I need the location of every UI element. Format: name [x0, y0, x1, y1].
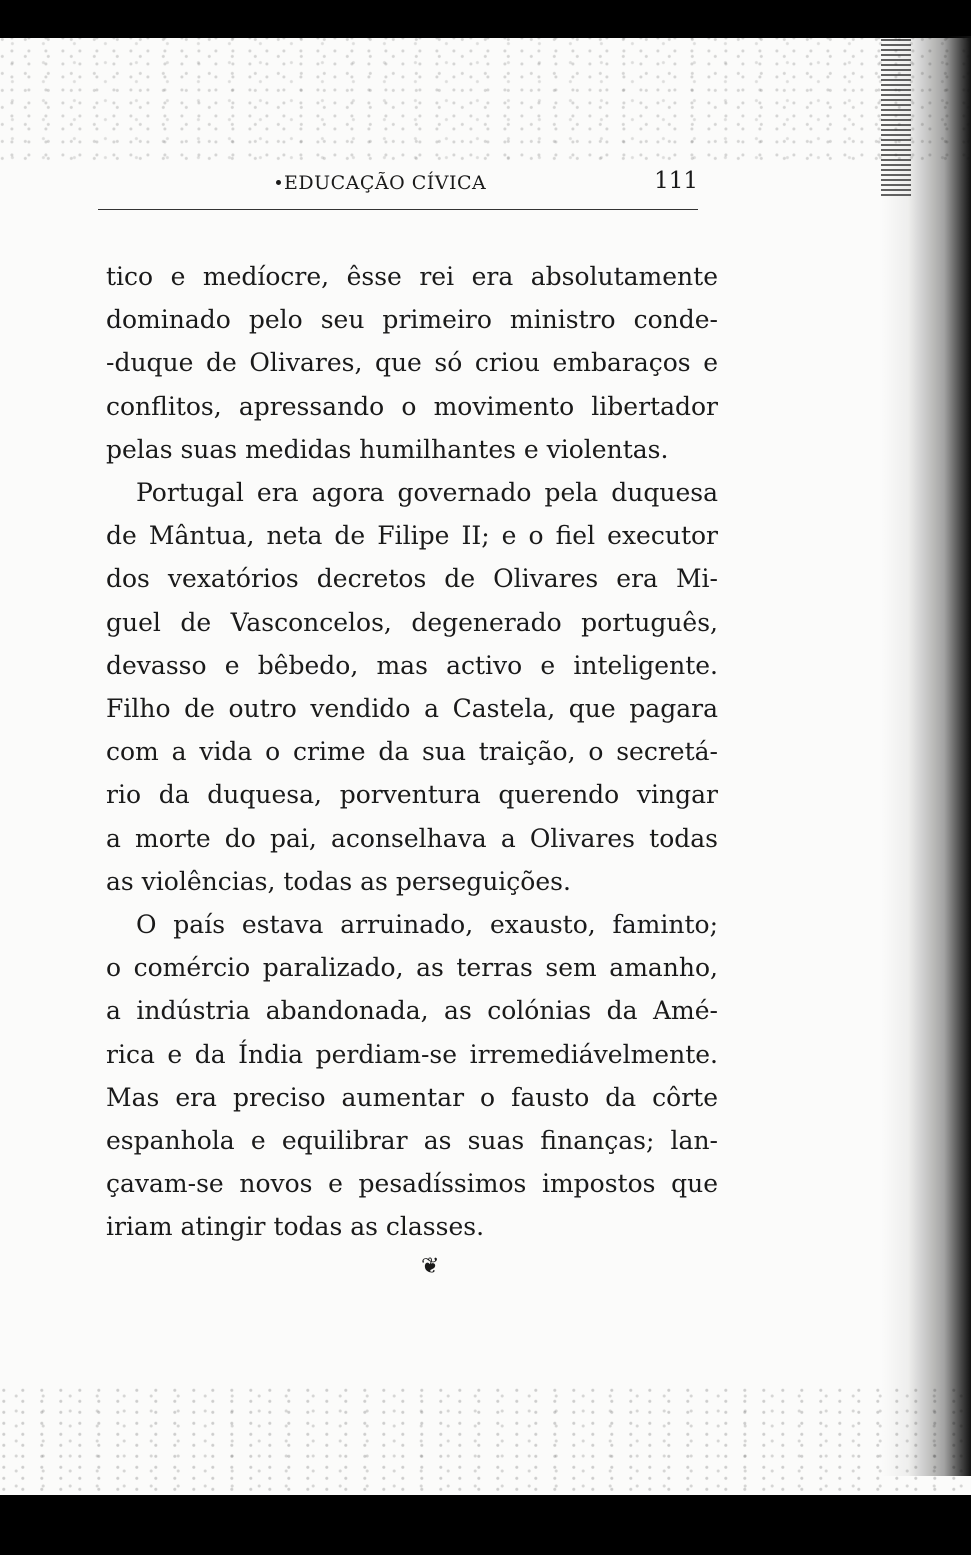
header-ornament — [276, 180, 281, 185]
paragraph-2-line: devasso e bêbedo, mas activo e inteligente. — [106, 650, 718, 680]
paragraph-1-line: tico e medíocre, êsse rei era absolutamente — [106, 262, 718, 291]
paragraph-3-line: rica e da Índia perdiam-se irremediávelmente. — [106, 1039, 718, 1069]
page-number: 111 — [654, 168, 698, 194]
body-text — [106, 255, 718, 1249]
header-rule — [98, 209, 698, 210]
scan-bottom-speckle — [0, 1387, 971, 1497]
paragraph-1-line: conflitos, apressando o movimento libertador — [106, 391, 718, 421]
paragraph-3-line: Mas era preciso aumentar o fausto da côrte — [106, 1082, 718, 1112]
paragraph-3-line: çavam-se novos e pesadíssimos impostos que — [106, 1169, 718, 1199]
paragraph-3-line: o comércio paralizado, as terras sem amanho, — [106, 953, 718, 983]
paragraph-3-line: espanhola e equilibrar as suas finanças; lan- — [106, 1126, 718, 1156]
scan-bottom-border — [0, 1495, 971, 1555]
paragraph-2-line: com a vida o crime da sua traição, o secretá- — [106, 737, 718, 767]
paragraph-3-line: a indústria abandonada, as colónias da Amé- — [106, 996, 718, 1026]
page-header — [98, 168, 698, 204]
paragraph-2-line: as violências, todas as perseguições. — [106, 866, 571, 896]
paragraph-1-line: dominado pelo seu primeiro ministro conde- — [106, 305, 718, 335]
paragraph-3-line: O país estava arruinado, exausto, faminto; — [136, 910, 718, 940]
scan-top-border — [0, 0, 971, 38]
scan-top-speckle — [0, 36, 971, 166]
scan-right-fringe — [881, 36, 911, 196]
paragraph-1-line: pelas suas medidas humilhantes e violentas. — [106, 434, 669, 464]
paragraph-2-line: a morte do pai, aconselhava a Olivares todas — [106, 823, 718, 853]
paragraph-2-line: de Mântua, neta de Filipe II; e o fiel executor — [106, 521, 718, 551]
running-head: EDUCAÇÃO CÍVICA — [284, 172, 487, 194]
fleuron-ornament: ❦ — [421, 1254, 440, 1279]
paragraph-2-line: Portugal era agora governado pela duquesa — [136, 478, 718, 508]
scan-right-shadow — [881, 36, 971, 1476]
paragraph-2-line: rio da duquesa, porventura querendo vingar — [106, 780, 718, 810]
paragraph-2-line: dos vexatórios decretos de Olivares era Mi- — [106, 564, 718, 594]
paragraph-1-line: -duque de Olivares, que só criou embaraços e — [106, 348, 718, 378]
paragraph-2-line: guel de Vasconcelos, degenerado português, — [106, 607, 718, 637]
paragraph-3-line: iriam atingir todas as classes. — [106, 1212, 485, 1242]
paragraph-2-line: Filho de outro vendido a Castela, que pagara — [106, 694, 718, 724]
